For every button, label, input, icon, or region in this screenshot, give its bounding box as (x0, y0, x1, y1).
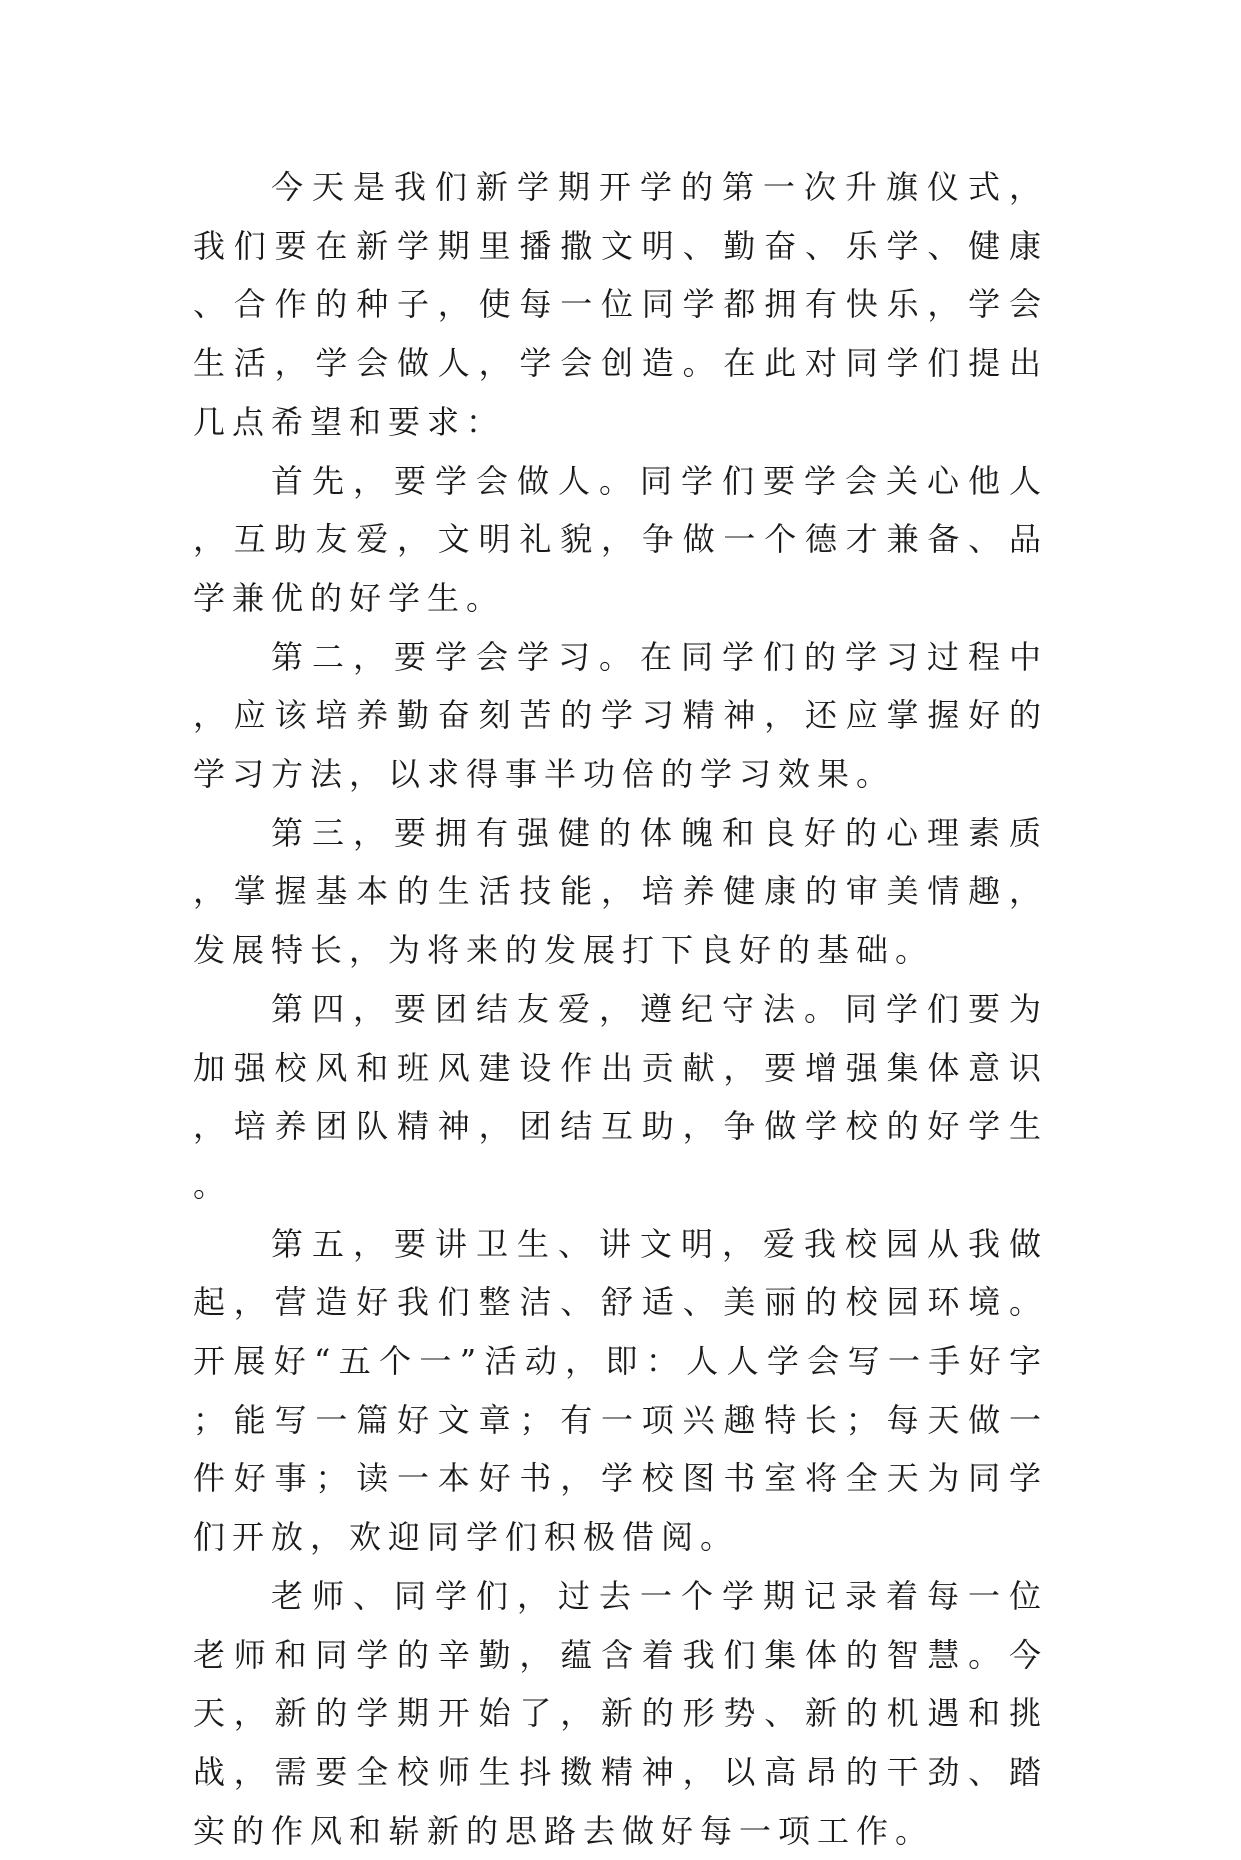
paragraph-intro: 今天是我们新学期开学的第一次升旗仪式，我们要在新学期里播撒文明、勤奋、乐学、健康、合作的种子，使每一位同学都拥有快乐，学会生活，学会做人，学会创造。在此对同学们提出几点希望和要求： (193, 168, 1048, 441)
paragraph-fourth-point: 第四，要团结友爱，遵纪守法。同学们要为加强校风和班风建设作出贡献，要增强集体意识，培养团队精神，团结互助，争做学校的好学生。 (193, 989, 1048, 1204)
paragraph-first-point: 首先，要学会做人。同学们要学会关心他人，互助友爱，文明礼貌，争做一个德才兼备、品学兼优的好学生。 (193, 461, 1048, 617)
paragraph-third-point: 第三，要拥有强健的体魄和良好的心理素质，掌握基本的生活技能，培养健康的审美情趣，发展特长，为将来的发展打下良好的基础。 (193, 813, 1048, 970)
document-body (193, 158, 1048, 1860)
paragraph-second-point: 第二，要学会学习。在同学们的学习过程中，应该培养勤奋刻苦的学习精神，还应掌握好的学习方法，以求得事半功倍的学习效果。 (193, 637, 1048, 794)
paragraph-fifth-point: 第五，要讲卫生、讲文明，爱我校园从我做起，营造好我们整洁、舒适、美丽的校园环境。开展好“五个一”活动，即：人人学会写一手好字；能写一篇好文章；有一项兴趣特长；每天做一件好事；读一本好书，学校图书室将全天为同学们开放，欢迎同学们积极借阅。 (193, 1224, 1048, 1557)
paragraph-closing: 老师、同学们，过去一个学期记录着每一位老师和同学的辛勤，蕴含着我们集体的智慧。今天，新的学期开始了，新的形势、新的机遇和挑战，需要全校师生抖擞精神，以高昂的干劲、踏实的作风和崭新的思路去做好每一项工作。 (193, 1576, 1048, 1850)
